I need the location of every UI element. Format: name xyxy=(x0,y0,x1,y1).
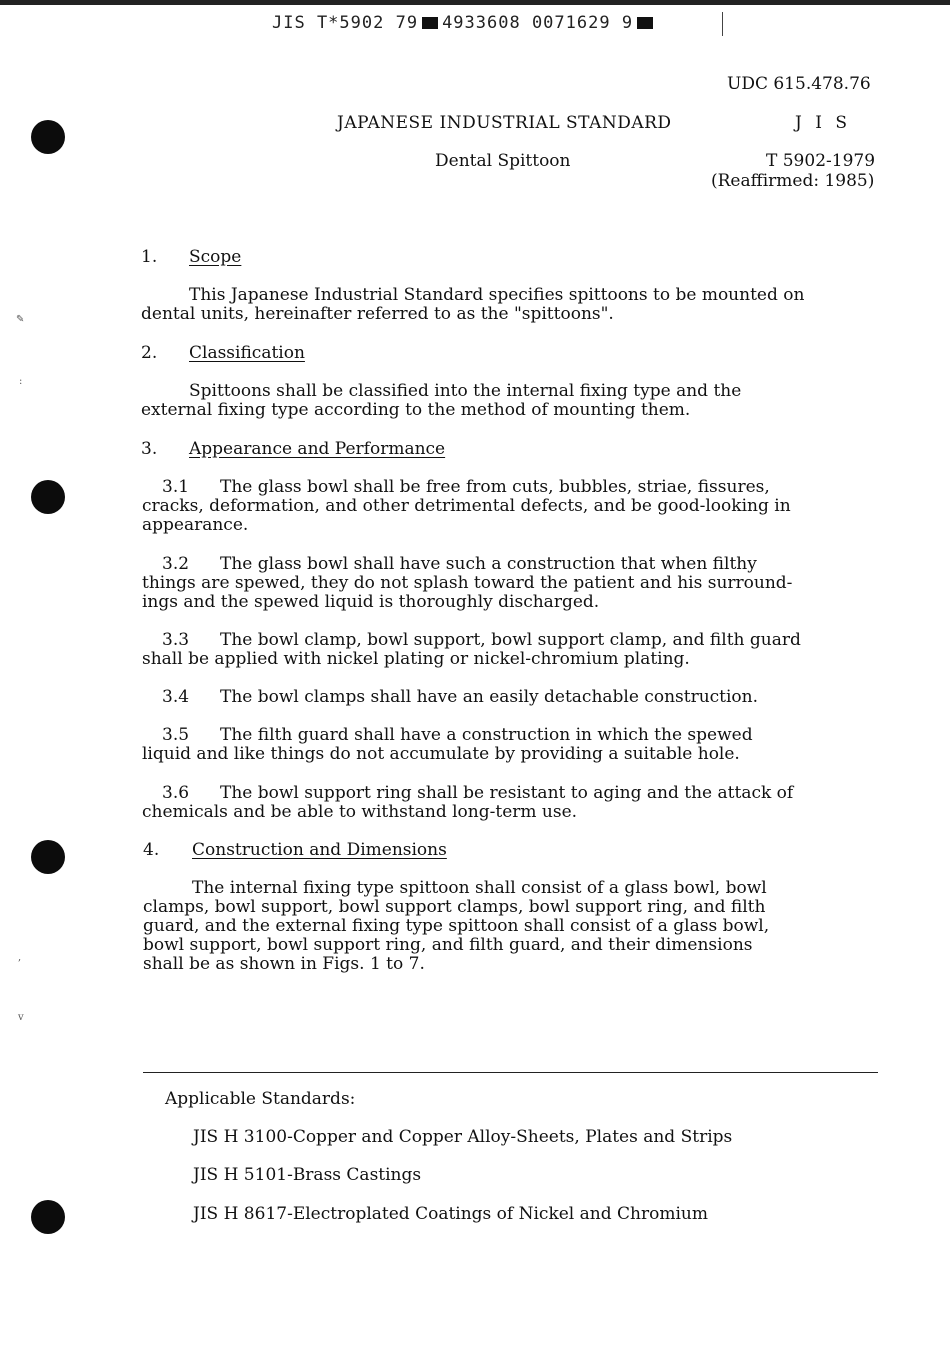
barcode-line xyxy=(272,14,657,33)
section-heading-scope: Scope xyxy=(189,247,242,267)
classification-paragraph: Spittoons shall be classified into the internal fixing type and the external fixing type according to the method of mounting them. xyxy=(141,381,742,420)
applicable-standards-label: Applicable Standards: xyxy=(165,1089,356,1109)
punch-hole xyxy=(31,840,65,874)
jis-mark: J I S xyxy=(795,113,851,133)
clause-text: The filth guard shall have a construction in which the spewed liquid and like things do not accumulate by providing a suitable hole. xyxy=(142,725,753,764)
reaffirmed-date: (Reaffirmed: 1985) xyxy=(711,171,875,191)
scan-speck: ✎ xyxy=(16,314,25,325)
standard-name: JAPANESE INDUSTRIAL STANDARD xyxy=(337,113,672,133)
section-heading-classification: Classification xyxy=(189,343,305,363)
section-heading-appearance: Appearance and Performance xyxy=(189,439,446,459)
section-heading-construction: Construction and Dimensions xyxy=(192,840,447,860)
top-scan-border xyxy=(0,0,950,5)
clause-text: The glass bowl shall be free from cuts, bubbles, striae, fissures, cracks, deformation, and other detrimental defects, and be good-looking in appearance. xyxy=(142,477,791,535)
barcode-left: JIS T*5902 79 xyxy=(272,13,419,33)
clause-number: 3.2 xyxy=(162,554,190,574)
scope-paragraph: This Japanese Industrial Standard specifies spittoons to be mounted on dental units, hereinafter referred to as the "spittoons". xyxy=(141,285,805,324)
section-number: 3. xyxy=(141,439,158,459)
clause-number: 3.3 xyxy=(162,630,190,650)
udc-code: UDC 615.478.76 xyxy=(727,74,871,94)
clause-number: 3.1 xyxy=(162,477,190,497)
scan-speck: , xyxy=(18,952,22,963)
barcode-right: 4933608 0071629 9 xyxy=(442,13,634,33)
standard-number: T 5902-1979 xyxy=(766,151,876,171)
scan-tick-line xyxy=(722,12,723,36)
applicable-standard-item: JIS H 5101-Brass Castings xyxy=(193,1165,422,1185)
clause-text: The bowl support ring shall be resistant to aging and the attack of chemicals and be able to withstand long-term use. xyxy=(142,783,794,822)
document-title: Dental Spittoon xyxy=(435,151,571,171)
footer-rule xyxy=(143,1072,878,1073)
clause-number: 3.5 xyxy=(162,725,190,745)
punch-hole xyxy=(31,120,65,154)
clause-text: The glass bowl shall have such a construction that when filthy things are spewed, they do not splash toward the patient and his surround- ings and the spewed liquid is thoroughly discharged. xyxy=(142,554,793,612)
barcode-block-2 xyxy=(637,17,653,29)
clause-number: 3.6 xyxy=(162,783,190,803)
punch-hole xyxy=(31,1200,65,1234)
barcode-block-1 xyxy=(422,17,438,29)
section-number: 4. xyxy=(143,840,160,860)
applicable-standard-item: JIS H 3100-Copper and Copper Alloy-Sheets, Plates and Strips xyxy=(193,1127,733,1147)
clause-number: 3.4 xyxy=(162,687,190,707)
section-number: 2. xyxy=(141,343,158,363)
punch-hole xyxy=(31,480,65,514)
scan-speck: : xyxy=(19,376,23,387)
clause-text: The bowl clamp, bowl support, bowl support clamp, and filth guard shall be applied with nickel plating or nickel-chromium plating. xyxy=(142,630,801,669)
section-number: 1. xyxy=(141,247,158,267)
clause-text: The bowl clamps shall have an easily detachable construction. xyxy=(220,687,759,707)
scan-speck: v xyxy=(18,1012,24,1023)
applicable-standard-item: JIS H 8617-Electroplated Coatings of Nickel and Chromium xyxy=(193,1204,708,1224)
construction-paragraph: The internal fixing type spittoon shall consist of a glass bowl, bowl clamps, bowl support, bowl support clamps, bowl support ring, and filth guard, and the external fixing type spittoon shall consist of a glass bowl, bowl support, bowl support ring, and filth guard, and their dimensions shall be as shown in Figs. 1 to 7. xyxy=(143,878,770,974)
